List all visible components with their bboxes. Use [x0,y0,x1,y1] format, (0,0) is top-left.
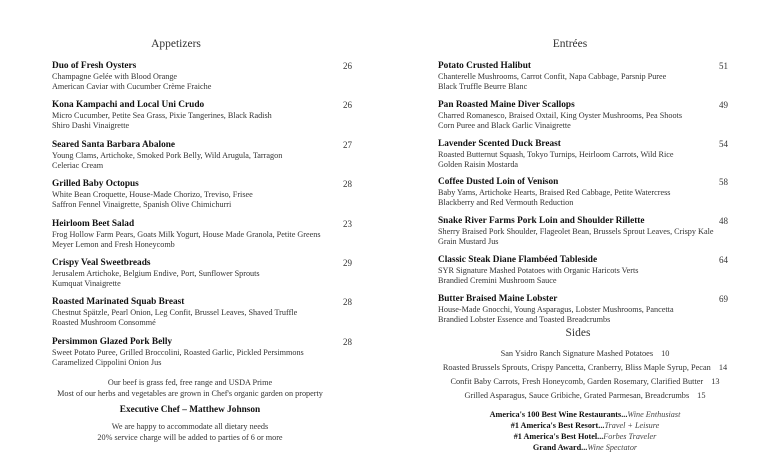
item-description: Blackberry and Red Vermouth Reduction [438,198,574,208]
award-line [420,431,750,442]
menu-item [438,177,728,216]
item-price: 49 [719,99,728,110]
menu-item [438,255,728,294]
item-price: 28 [343,179,352,190]
award-line [420,442,750,453]
item-description: Roasted Butternut Squash, Tokyo Turnips, Heirloom Carrots, Wild Rice [438,149,674,159]
item-name: Classic Steak Diane Flambéed Tableside [438,254,598,265]
item-name: Coffee Dusted Loin of Venison [438,177,559,188]
entrees-heading: Entrées [552,38,588,50]
side-name: San Ysidro Ranch Signature Mashed Potatoes [500,349,654,358]
item-price: 64 [719,254,728,265]
sides-list [420,347,750,403]
appetizers-list [52,61,352,376]
footer-notes [40,377,340,443]
menu-item [438,100,728,139]
item-description: Shiro Dashi Vinaigrette [52,121,130,131]
menu-item [438,216,728,255]
item-description: Golden Raisin Mostarda [438,159,519,169]
award-line [420,420,750,431]
side-item [420,375,750,389]
side-name: Confit Baby Carrots, Fresh Honeycomb, Garden Rosemary, Clarified Butter [450,377,704,386]
side-price: 13 [711,377,720,386]
item-name: Roasted Marinated Squab Breast [52,297,185,308]
awards-list [420,409,750,453]
item-description: Kumquat Vinaigrette [52,278,121,288]
item-price: 28 [343,297,352,308]
side-item [420,361,750,375]
item-description: Chanterelle Mushrooms, Carrot Confit, Napa Cabbage, Parsnip Puree [438,72,667,81]
item-name: Pan Roasted Maine Diver Scallops [438,99,575,110]
item-name: Grilled Baby Octopus [52,179,139,190]
item-name: Seared Santa Barbara Abalone [52,139,176,150]
executive-chef: Executive Chef – Matthew Johnson [119,405,261,415]
award-source: Wine Spectator [587,443,638,452]
entrees-list [438,61,728,333]
menu-item [52,100,352,139]
item-name: Duo of Fresh Oysters [52,61,137,71]
item-price: 54 [719,138,728,149]
item-description: Frog Hollow Farm Pears, Goats Milk Yogurt, House Made Granola, Petite Greens [52,229,321,239]
item-description: Black Truffle Beurre Blanc [438,82,528,91]
service-charge-note: 20% service charge will be added to parties of 6 or more [97,433,283,442]
item-price: 23 [343,218,352,229]
item-price: 58 [719,177,728,188]
item-name: Butter Braised Maine Lobster [438,293,558,304]
award-source: Travel + Leisure [604,421,660,430]
side-item [420,389,750,403]
item-description: Charred Romanesco, Braised Oxtail, King Oyster Mushrooms, Pea Shoots [438,110,683,120]
item-description: Roasted Mushroom Consommé [52,318,156,328]
item-price: 28 [343,336,352,347]
item-price: 48 [719,216,728,227]
side-name: Grilled Asparagus, Sauce Gribiche, Grated Parmesan, Breadcrumbs [464,391,690,400]
item-description: Brandied Lobster Essence and Toasted Breadcrumbs [438,314,611,324]
menu-item [52,140,352,179]
menu-item [438,139,728,178]
item-description: Meyer Lemon and Fresh Honeycomb [52,239,175,249]
menu-item [52,179,352,218]
side-price: 15 [697,391,706,400]
menu-item [438,61,728,100]
item-description: House-Made Gnocchi, Young Asparagus, Lobster Mushrooms, Pancetta [438,304,674,314]
item-price: 51 [719,61,728,71]
item-price: 26 [343,61,352,71]
item-description: Sweet Potato Puree, Grilled Broccolini, Roasted Garlic, Pickled Persimmons [52,347,304,357]
item-name: Lavender Scented Duck Breast [438,138,561,149]
item-description: Sherry Braised Pork Shoulder, Flageolet Bean, Brussels Sprout Leaves, Crispy Kale [438,227,714,237]
item-description: Grain Mustard Jus [438,237,499,247]
award-line [420,409,750,420]
item-description: Baby Yams, Artichoke Hearts, Braised Red Cabbage, Petite Watercress [438,188,671,198]
item-description: American Caviar with Cucumber Crème Fraiche [52,82,212,91]
side-price: 14 [718,363,728,372]
item-description: Micro Cucumber, Petite Sea Grass, Pixie Tangerines, Black Radish [52,111,272,121]
item-name: Potato Crusted Halibut [438,61,531,71]
side-item [420,347,750,361]
award-title: Grand Award... [532,443,588,452]
side-name: Roasted Brussels Sprouts, Crispy Pancetta, Cranberry, Bliss Maple Syrup, Pecan [442,363,711,372]
appetizers-heading: Appetizers [151,38,201,50]
item-name: Heirloom Beet Salad [52,218,135,229]
garden-note: Most of our herbs and vegetables are grown in Chef's organic garden on property [57,389,323,398]
item-description: SYR Signature Mashed Potatoes with Organic Haricots Verts [438,265,639,275]
sides-heading: Sides [565,327,591,339]
item-description: Brandied Cremini Mushroom Sauce [438,275,557,285]
item-price: 29 [343,257,352,268]
award-title: #1 America's Best Resort... [510,421,605,430]
item-price: 69 [719,293,728,304]
item-description: Jerusalem Artichoke, Belgium Endive, Port, Sunflower Sprouts [52,268,260,278]
menu-item [52,337,352,376]
award-source: Wine Enthusiast [627,410,681,419]
item-price: 26 [343,100,352,111]
item-name: Persimmon Glazed Pork Belly [52,336,173,347]
award-title: America's 100 Best Wine Restaurants... [489,410,628,419]
menu-item [52,61,352,100]
menu-item [52,258,352,297]
award-source: Forbes Traveler [603,432,657,441]
item-description: Chestnut Spätzle, Pearl Onion, Leg Confit, Brussel Leaves, Shaved Truffle [52,308,298,318]
side-price: 10 [661,349,670,358]
item-description: Champagne Gelée with Blood Orange [52,72,178,81]
award-title: #1 America's Best Hotel... [513,432,604,441]
item-name: Snake River Farms Pork Loin and Shoulder Rillette [438,216,645,227]
item-description: Celeriac Cream [52,160,104,170]
item-description: Corn Puree and Black Garlic Vinaigrette [438,120,571,130]
item-description: Saffron Fennel Vinaigrette, Spanish Olive Chimichurri [52,200,232,210]
item-description: White Bean Croquette, House-Made Chorizo, Treviso, Frisee [52,190,253,200]
beef-note: Our beef is grass fed, free range and USDA Prime [107,378,273,387]
item-name: Kona Kampachi and Local Uni Crudo [52,100,205,111]
dietary-note: We are happy to accommodate all dietary needs [111,422,269,431]
menu-item [52,219,352,258]
item-description: Young Clams, Artichoke, Smoked Pork Belly, Wild Arugula, Tarragon [52,150,283,160]
menu-item [52,297,352,336]
item-price: 27 [343,139,352,150]
item-description: Caramelized Cippolini Onion Jus [52,357,162,367]
item-name: Crispy Veal Sweetbreads [52,257,151,268]
